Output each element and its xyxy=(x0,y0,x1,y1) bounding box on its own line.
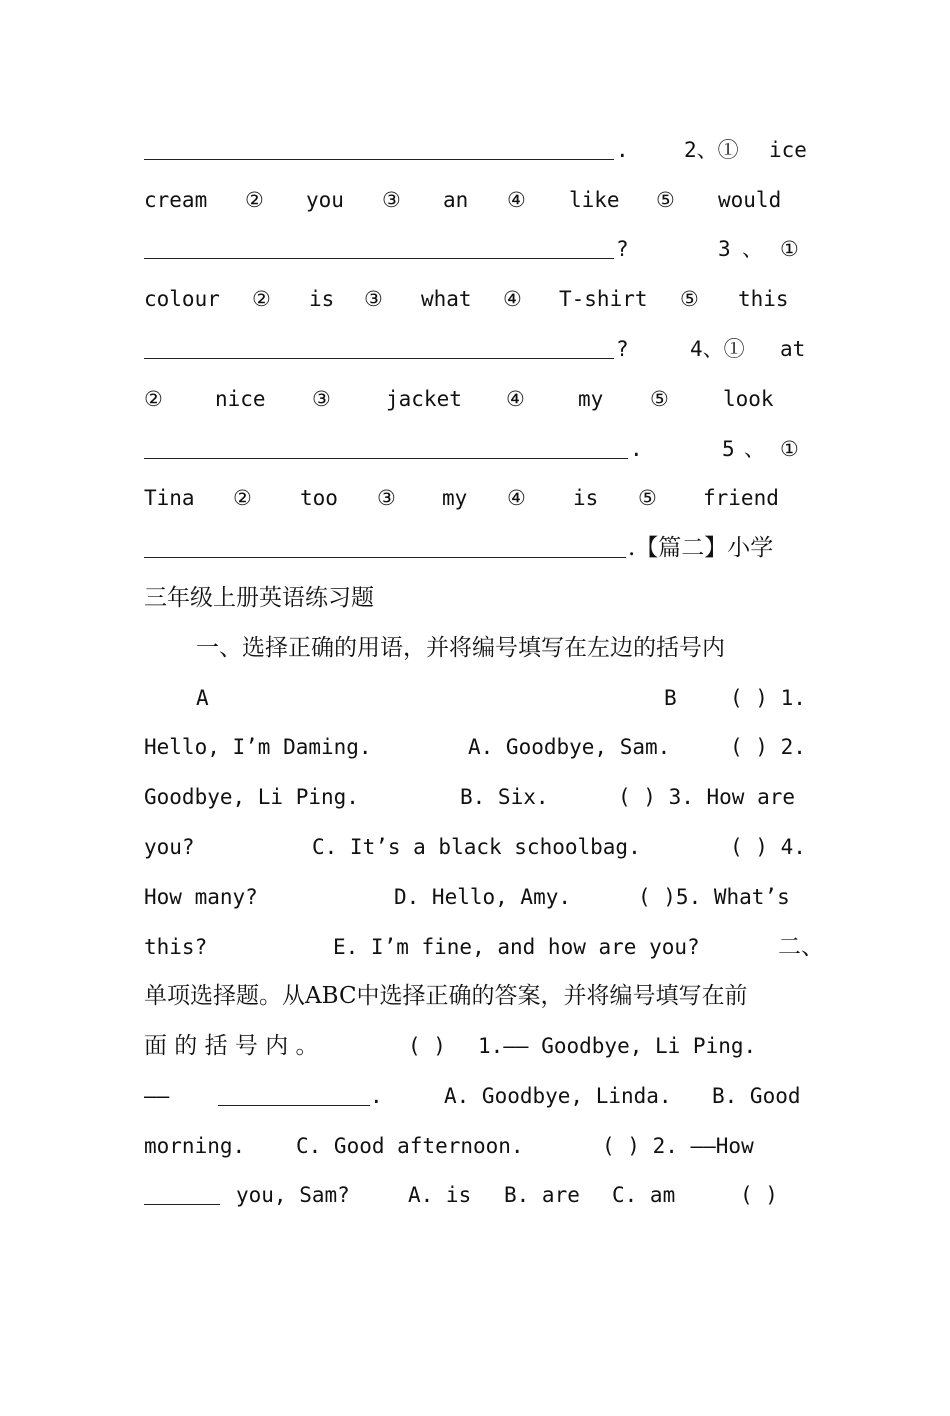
text-segment: ( ) 1. xyxy=(730,686,806,710)
answer-blank xyxy=(144,557,626,558)
text-segment: ① xyxy=(780,237,799,261)
text-segment: look xyxy=(723,387,774,411)
text-segment: you? xyxy=(144,835,195,859)
text-segment: ③ xyxy=(312,387,331,411)
text-segment: C. Good afternoon. xyxy=(296,1134,524,1158)
text-segment: B xyxy=(664,686,677,710)
answer-blank xyxy=(144,458,628,459)
text-line xyxy=(144,880,806,914)
answer-blank xyxy=(144,1204,220,1205)
text-segment: ② xyxy=(252,287,271,311)
text-line xyxy=(144,730,806,764)
text-line xyxy=(144,432,806,466)
text-segment: ③ xyxy=(382,188,401,212)
text-segment: A. is xyxy=(408,1183,472,1207)
text-segment: 4、① xyxy=(690,337,745,361)
text-segment: ( ) 2. ——How xyxy=(602,1134,754,1158)
text-segment: ( ) 2. xyxy=(730,735,806,759)
text-segment: —— xyxy=(144,1084,170,1108)
text-segment: ④ xyxy=(507,188,526,212)
section-heading xyxy=(144,631,806,665)
text-segment: 、 xyxy=(744,437,765,461)
text-line xyxy=(144,780,806,814)
text-segment: would xyxy=(718,188,782,212)
text-segment: nice xyxy=(215,387,266,411)
text-segment: ( )5. What’s xyxy=(638,885,790,909)
text-segment: ④ xyxy=(503,287,522,311)
text-segment: Goodbye, Li Ping. xyxy=(144,785,359,809)
text-line xyxy=(144,681,806,715)
answer-blank xyxy=(144,258,614,259)
text-segment: D. Hello, Amy. xyxy=(394,885,572,909)
text-segment: . xyxy=(630,437,643,461)
text-segment: like xyxy=(569,188,620,212)
text-segment: C. It’s a black schoolbag. xyxy=(312,835,641,859)
text-segment: jacket xyxy=(386,387,462,411)
text-segment: 三年级上册英语练习题 xyxy=(144,585,374,611)
text-segment: 一、选择正确的用语，并将编号填写在左边的括号内 xyxy=(196,635,725,661)
text-segment: ? xyxy=(616,237,629,261)
text-segment: 面 的 括 号 内 。 xyxy=(144,1033,319,1059)
text-segment: .【篇二】小学 xyxy=(628,535,774,561)
text-segment: E. I’m fine, and how are you? xyxy=(333,935,700,959)
text-segment: 二、 xyxy=(778,934,824,960)
text-line xyxy=(144,332,806,366)
text-segment: 3 xyxy=(718,237,731,261)
text-segment: ④ xyxy=(507,486,526,510)
text-segment: an xyxy=(443,188,469,212)
text-segment: A. Goodbye, Sam. xyxy=(468,735,671,759)
text-segment: B. Six. xyxy=(460,785,549,809)
text-segment: Tina xyxy=(144,486,195,510)
text-segment: . xyxy=(616,138,629,162)
text-segment: 1.—— Goodbye, Li Ping. xyxy=(478,1034,757,1058)
text-line xyxy=(144,1079,806,1113)
text-line xyxy=(144,1029,806,1063)
text-line xyxy=(144,481,806,515)
text-segment: ( ) xyxy=(408,1034,446,1058)
text-line xyxy=(144,133,806,167)
text-segment: ④ xyxy=(506,387,525,411)
text-segment: colour xyxy=(144,287,220,311)
text-line xyxy=(144,581,806,615)
answer-blank xyxy=(144,358,614,359)
answer-blank xyxy=(144,159,614,160)
text-segment: this? xyxy=(144,935,208,959)
text-segment: ⑤ xyxy=(656,188,675,212)
text-segment: 、 xyxy=(742,237,763,261)
text-segment: . xyxy=(370,1084,383,1108)
text-line xyxy=(144,382,806,416)
text-segment: ? xyxy=(616,337,629,361)
text-segment: is xyxy=(309,287,335,311)
text-segment: 2、① xyxy=(684,138,739,162)
text-segment: 单项选择题。从ABC中选择正确的答案，并将编号填写在前 xyxy=(144,983,748,1009)
text-segment: ① xyxy=(780,437,799,461)
text-line xyxy=(144,531,806,565)
text-segment: at xyxy=(780,337,806,361)
text-segment: Hello, I’m Daming. xyxy=(144,735,372,759)
text-segment: 5 xyxy=(722,437,735,461)
text-line xyxy=(144,232,806,266)
answer-blank xyxy=(218,1105,370,1106)
text-segment: A. Goodbye, Linda. xyxy=(444,1084,672,1108)
text-segment: my xyxy=(578,387,604,411)
text-segment: my xyxy=(442,486,468,510)
text-segment: what xyxy=(421,287,472,311)
text-segment: ( ) 4. xyxy=(730,835,806,859)
text-segment: T-shirt xyxy=(559,287,648,311)
text-segment: morning. xyxy=(144,1134,246,1158)
text-segment: ⑤ xyxy=(638,486,657,510)
text-line xyxy=(144,282,806,316)
text-segment: C. am xyxy=(612,1183,676,1207)
text-segment: ⑤ xyxy=(680,287,699,311)
text-segment: ② xyxy=(144,387,163,411)
text-segment: ( ) xyxy=(740,1183,778,1207)
text-segment: ⑤ xyxy=(650,387,669,411)
text-segment: ice xyxy=(769,138,807,162)
text-segment: B. are xyxy=(504,1183,580,1207)
text-segment: ③ xyxy=(364,287,383,311)
text-line xyxy=(144,930,824,964)
text-segment: How many? xyxy=(144,885,258,909)
text-segment: ② xyxy=(245,188,264,212)
text-segment: A xyxy=(196,686,209,710)
text-line xyxy=(144,830,806,864)
text-segment: this xyxy=(738,287,789,311)
text-line xyxy=(144,1178,806,1212)
text-segment: ③ xyxy=(377,486,396,510)
text-line xyxy=(144,183,806,217)
text-segment: too xyxy=(300,486,338,510)
text-line xyxy=(144,979,806,1013)
text-segment: is xyxy=(573,486,599,510)
text-segment: cream xyxy=(144,188,208,212)
text-segment: B. Good xyxy=(712,1084,801,1108)
text-line xyxy=(144,1129,806,1163)
text-segment: you, Sam? xyxy=(236,1183,350,1207)
text-segment: you xyxy=(306,188,344,212)
text-segment: ② xyxy=(233,486,252,510)
text-segment: ( ) 3. How are xyxy=(618,785,796,809)
text-segment: friend xyxy=(703,486,779,510)
